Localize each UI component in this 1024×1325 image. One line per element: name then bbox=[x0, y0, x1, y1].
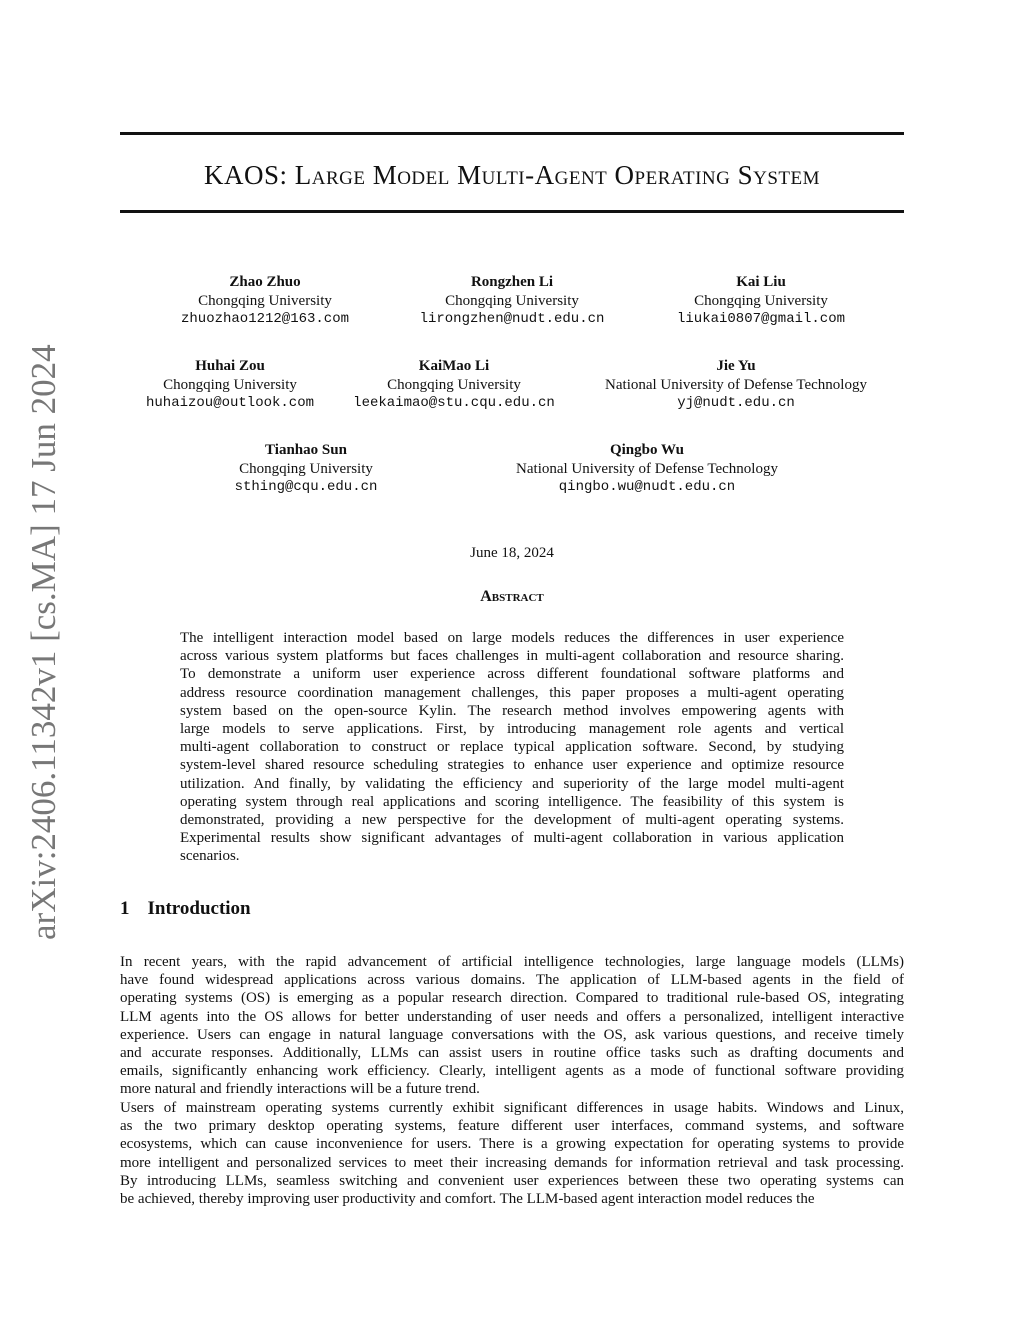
text-line: address resource coordination management challenges, this paper proposes a multi-agent operating bbox=[180, 684, 844, 701]
author-email[interactable]: lirongzhen@nudt.edu.cn bbox=[419, 311, 605, 327]
paper-title: KAOS: Large Model Multi-Agent Operating System bbox=[203, 160, 821, 190]
abstract-text bbox=[180, 629, 844, 866]
text-line: emails, significantly enhancing work efficiency. Clearly, intelligent agents as a mode of functional software providing bbox=[120, 1063, 904, 1080]
section-number: 1 bbox=[120, 898, 130, 919]
author-block bbox=[605, 357, 867, 413]
section-title: Introduction bbox=[147, 898, 251, 919]
author-block bbox=[677, 273, 845, 329]
author-email[interactable]: liukai0807@gmail.com bbox=[676, 311, 846, 327]
author-email[interactable]: sthing@cqu.edu.cn bbox=[234, 479, 378, 495]
author-name: Huhai Zou bbox=[195, 358, 265, 374]
text-line: multi-agent collaboration to construct or replace typical application software. Second, by studying bbox=[180, 739, 844, 756]
author-block bbox=[146, 357, 314, 413]
text-line: more natural and friendly interactions will be a future trend. bbox=[120, 1081, 480, 1098]
text-line: operating systems (OS) is emerging as a popular research direction. Compared to traditional rule-based OS, integrating bbox=[120, 990, 904, 1007]
author-affiliation: Chongqing University bbox=[163, 376, 297, 393]
author-affiliation: Chongqing University bbox=[387, 376, 521, 393]
text-line: more intelligent and personalized services to meet their increasing demands for information retrieval and task processing. bbox=[120, 1154, 904, 1171]
text-line: as the two primary desktop operating systems, feature different user interfaces, command systems, and software bbox=[120, 1118, 904, 1135]
text-line: To demonstrate a uniform user experience across different foundational software platforms and bbox=[180, 666, 844, 683]
author-name: Tianhao Sun bbox=[265, 442, 347, 458]
text-line: ecosystems, which can cause inconvenience for users. There is a growing expectation for operating systems to provide bbox=[120, 1136, 904, 1153]
author-name: Kai Liu bbox=[736, 274, 786, 290]
author-affiliation: Chongqing University bbox=[239, 460, 373, 477]
text-line: experience. Users can engage in natural language conversations with the OS, ask various questions, and receive timely bbox=[120, 1026, 904, 1043]
author-email[interactable]: huhaizou@outlook.com bbox=[145, 395, 315, 411]
author-block bbox=[516, 441, 778, 497]
title-bottom-rule bbox=[120, 210, 904, 213]
text-line: across various system platforms but faces challenges in multi-agent collaboration and resource sharing. bbox=[180, 648, 844, 665]
abstract-heading: Abstract bbox=[480, 588, 544, 605]
text-line: LLM agents into the OS allows for better understanding of user needs and offers a personalized, intelligent interactive bbox=[120, 1008, 904, 1025]
author-name: KaiMao Li bbox=[418, 358, 490, 374]
text-line: Users of mainstream operating systems currently exhibit significant differences in usage habits. Windows and Linux, bbox=[120, 1100, 904, 1116]
text-line: system-level shared resource scheduling strategies to enhance user experience and optimize resource bbox=[180, 757, 844, 774]
title-top-rule bbox=[120, 132, 904, 135]
author-affiliation: National University of Defense Technology bbox=[516, 460, 778, 477]
author-name: Qingbo Wu bbox=[609, 442, 685, 458]
text-line: demonstrated, providing a new perspective for the development of multi-agent operating systems. bbox=[180, 812, 844, 829]
text-line: operating system through real applications and scoring intelligence. The feasibility of this system is bbox=[180, 793, 844, 810]
author-affiliation: National University of Defense Technology bbox=[605, 376, 867, 393]
text-line: system based on the open-source Kylin. The research method involves empowering agents with bbox=[180, 702, 844, 719]
author-name: Jie Yu bbox=[716, 358, 756, 374]
author-affiliation: Chongqing University bbox=[198, 292, 332, 309]
author-name: Zhao Zhuo bbox=[229, 274, 301, 290]
author-email[interactable]: leekaimao@stu.cqu.edu.cn bbox=[353, 395, 555, 411]
paper-date: June 18, 2024 bbox=[470, 545, 554, 561]
intro-paragraph-2 bbox=[120, 1099, 904, 1208]
author-block bbox=[181, 273, 349, 329]
text-line: have found widespread applications across various domains. The application of LLM-based agents in the field of bbox=[120, 972, 904, 989]
text-line: and accurate responses. Additionally, LLMs can assist users in routine office tasks such as drafting documents and bbox=[120, 1045, 904, 1062]
author-affiliation: Chongqing University bbox=[445, 292, 579, 309]
author-block bbox=[420, 273, 605, 329]
text-line: Experimental results show significant advantages of multi-agent collaboration in various application bbox=[180, 830, 844, 847]
author-email[interactable]: yj@nudt.edu.cn bbox=[677, 395, 795, 411]
text-line: large models to serve applications. First, by introducing management role agents and vertical bbox=[180, 721, 844, 738]
author-email[interactable]: qingbo.wu@nudt.edu.cn bbox=[558, 479, 736, 495]
text-line: By introducing LLMs, seamless switching and convenient user experiences between these two operating systems can bbox=[120, 1172, 904, 1189]
section-heading bbox=[120, 898, 269, 920]
author-email[interactable]: zhuozhao1212@163.com bbox=[180, 311, 350, 327]
text-line: In recent years, with the rapid advancement of artificial intelligence technologies, large language models (LLMs) bbox=[120, 954, 904, 970]
author-block bbox=[235, 441, 378, 497]
author-affiliation: Chongqing University bbox=[694, 292, 828, 309]
text-line: scenarios. bbox=[180, 848, 240, 865]
author-block bbox=[353, 357, 555, 413]
text-line: be achieved, thereby improving user productivity and comfort. The LLM-based agent interaction model reduces the bbox=[120, 1191, 815, 1208]
text-line: The intelligent interaction model based on large models reduces the differences in user experience bbox=[180, 630, 844, 646]
author-name: Rongzhen Li bbox=[470, 274, 554, 290]
arxiv-watermark: arXiv:2406.11342v1 [cs.MA] 17 Jun 2024 bbox=[24, 344, 63, 940]
intro-paragraph-1 bbox=[120, 953, 904, 1099]
text-line: utilization. And finally, by validating the efficiency and superiority of the large model multi-agent bbox=[180, 775, 844, 792]
